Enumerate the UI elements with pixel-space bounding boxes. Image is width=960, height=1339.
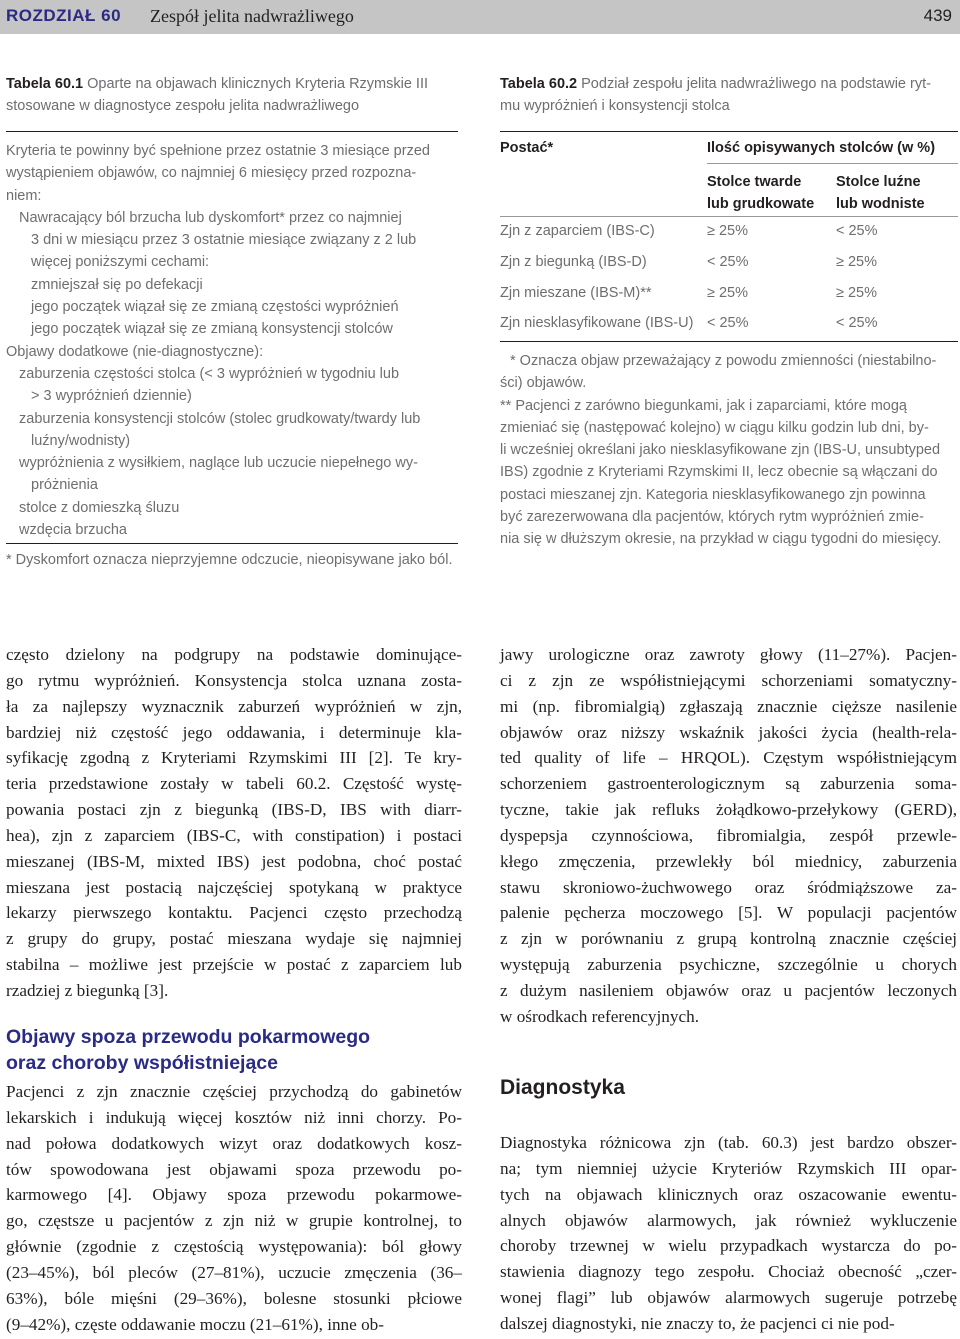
text-line: palenie pęcherza moczowego [5]. W populacji pacjentów <box>500 903 957 923</box>
table2-row-hard: ≥ 25% <box>707 285 749 301</box>
table1-label: Tabela 60.1 <box>6 76 84 92</box>
text-line: ted quality of life – HRQOL). Częstym współistniejącym <box>500 748 957 768</box>
table2-footnote-line: li wcześniej określani jako niesklasyfikowane zjn (IBS-U, unsubtyped <box>500 442 941 459</box>
right-paragraph-1 <box>500 642 957 1030</box>
text-line: w ośrodkach referencyjnych. <box>500 1006 699 1026</box>
text-line: choroby trzewnej w wielu przypadkach wystarcza do po- <box>500 1236 957 1256</box>
text-line: jawy urologiczne oraz zawroty głowy (11–27%). Pacjen- <box>500 645 957 664</box>
text-line: go rytmu wypróżnień. Konsystencja stolca uznana zosta- <box>6 670 462 690</box>
table1-line: 3 dni w miesiącu przez 3 ostatnie miesiące związany z 2 lub <box>31 232 417 249</box>
table2-caption-line: Podział zespołu jelita nadwrażliwego na podstawie ryt- <box>581 76 931 92</box>
section-heading-diagnostics: Diagnostyka <box>500 1076 625 1099</box>
text-line: alnych objawów alarmowych, jak również wykluczenie <box>500 1210 957 1230</box>
table1-top-rule <box>6 131 458 132</box>
left-paragraph-1 <box>6 642 462 1004</box>
table2-footnote-line: ** Pacjenci z zarówno biegunkami, jak i zaparciami, które mogą <box>500 397 907 414</box>
text-line: go, częstsze u pacjentów z zjn niż w grupie kontrolnej, to <box>6 1211 462 1231</box>
text-line: często dzielony na podgrupy na podstawie dominujące- <box>6 645 462 664</box>
table1-line: zaburzenia częstości stolca (< 3 wypróżnień w tygodniu lub <box>19 365 400 382</box>
table1-line: wzdęcia brzucha <box>19 522 127 539</box>
text-line: kłego zmęczenia, przewlekły ból miednicy, zaburzenia <box>500 851 957 871</box>
table2-sub-rule <box>707 163 958 164</box>
table1-line: stolce z domieszką śluzu <box>19 499 180 516</box>
text-line: hea), zjn z zaparciem (IBS-C, with constipation) i postaci <box>6 825 462 845</box>
text-line: mi (np. fibromialgią) zgłaszają znacznie cięższe nasilenie <box>500 696 957 716</box>
table2-row-name: Zjn z biegunką (IBS-D) <box>500 254 647 270</box>
text-line: rzadziej z biegunką [3]. <box>6 980 169 1000</box>
text-line: tych na objawach klinicznych oraz oszacowanie ewentu- <box>500 1184 957 1204</box>
section-heading-extraintestinal <box>6 1024 370 1076</box>
table2-row-name: Zjn niesklasyfikowane (IBS-U) <box>500 315 694 331</box>
table1-line: wypróżnienia z wysiłkiem, naglące lub uczucie niepełnego wy- <box>19 455 418 472</box>
table1-line: luźny/wodnisty) <box>31 432 131 449</box>
table2-bottom-rule <box>500 341 958 342</box>
table2-col-loose <box>836 171 925 215</box>
text-line: syfikację zgodną z Kryteriami Rzymskimi III [2]. Te kry- <box>6 748 462 768</box>
table2-row-name: Zjn z zaparciem (IBS-C) <box>500 223 655 239</box>
table1-line: wystąpieniem objawów, co najmniej 6 miesięcy przed rozpozna- <box>6 165 417 182</box>
text-line: głównie (zgodnie z częstością występowania): ból głowy <box>6 1237 462 1257</box>
text-line: wonej flagi” lub objawów alarmowych sugeruje potrzebę <box>500 1288 957 1308</box>
text-line: mieszanej (IBS-M, mixted IBS) jest podobna, choć postać <box>6 851 462 871</box>
table2-header-rule <box>500 216 958 217</box>
text-line: powania postaci zjn z biegunką (IBS-D, IBS with diarr- <box>6 800 462 820</box>
table2-row-name: Zjn mieszane (IBS-M)** <box>500 285 652 301</box>
table2-col-loose-line: Stolce luźne <box>836 174 921 190</box>
table2-footnote-line: zmieniać się (następować kolejno) w ciągu kilku godzin lub dni, by- <box>500 419 929 436</box>
text-line: stabilna – możliwe jest przejście w postać z zaparciem lub <box>6 955 462 975</box>
table1-line: więcej poniższymi cechami: <box>31 254 210 271</box>
table2-col-hard <box>707 171 814 215</box>
table2-footnote-line: IBS) zgodnie z Kryteriami Rzymskimi II, lecz obecnie są włączani do <box>500 464 938 481</box>
text-line: stawu skroniowo-żuchwowego oraz śródmiąższowe za- <box>500 877 957 897</box>
text-line: lekarzy pierwszego kontaktu. Pacjenci często przechodzą <box>6 903 462 923</box>
table2-footnote-line: być zarezerwowana dla pacjentów, których rytm wypróżnień zmie- <box>500 509 924 526</box>
text-line: z zjn w porównaniu z grupą kontrolną znacznie częściej <box>500 929 957 949</box>
text-line: bardziej niż częstość jego oddawania, i determinuje kla- <box>6 722 462 742</box>
table2-footnotes <box>500 350 960 551</box>
table1-line: jego początek wiązał się ze zmianą konsystencji stolców <box>31 321 393 338</box>
table2-col-loose-line: lub wodniste <box>836 196 925 212</box>
text-line: tów spowodowana jest objawami spoza przewodu po- <box>6 1159 462 1179</box>
table2-footnote-line: ści) objawów. <box>500 375 587 392</box>
text-line: objawów oraz niższy wskaźnik jakości życia (health-rela- <box>500 722 957 742</box>
table1-body <box>6 140 458 541</box>
table1-line: > 3 wypróżnień dziennie) <box>31 388 192 405</box>
text-line: Pacjenci z zjn znacznie częściej przychodzą do gabinetów <box>6 1082 462 1101</box>
text-line: dyspepsja czynnościowa, fibromialgia, zespół przewle- <box>500 825 957 845</box>
table1-caption-line: stosowane w diagnostyce zespołu jelita nadwrażliwego <box>6 98 360 114</box>
text-line: (23–45%), ból pleców (27–81%), uczucie zmęczenia (36– <box>6 1262 462 1282</box>
table1-line: próżnienia <box>31 477 98 494</box>
text-line: stawienia diagnozy tego zespołu. Chociaż obecność „czer- <box>500 1262 957 1282</box>
text-line: z grupy do grupy, postać mieszana wydaje się najmniej <box>6 929 462 949</box>
text-line: tyczne, takie jak refluks żołądkowo-przełykowy (GERD), <box>500 800 957 820</box>
heading-line: oraz choroby współistniejące <box>6 1052 278 1074</box>
table2-caption <box>500 73 960 117</box>
table1-caption-line: Oparte na objawach klinicznych Kryteria Rzymskie III <box>87 76 429 92</box>
table2-col-postac: Postać* <box>500 140 554 156</box>
table2-footnote-line: * Oznacza objaw przeważający z powodu zmienności (niestabilno- <box>510 353 937 369</box>
text-line: występują zaburzenia psychiczne, szczególnie u chorych <box>500 955 957 975</box>
table2-col-hard-line: lub grudkowate <box>707 196 815 212</box>
heading-line: Objawy spoza przewodu pokarmowego <box>6 1026 371 1048</box>
table2-row-hard: < 25% <box>707 315 749 331</box>
right-paragraph-2 <box>500 1130 957 1337</box>
table1-line: Kryteria te powinny być spełnione przez ostatnie 3 miesiące przed <box>6 143 430 159</box>
table1-line: jego początek wiązał się ze zmianą częstości wypróżnień <box>31 299 399 316</box>
table1-line: zaburzenia konsystencji stolców (stolec grudkowaty/twardy lub <box>19 410 421 427</box>
table2-row-loose: ≥ 25% <box>836 285 878 301</box>
table2-top-rule <box>500 131 958 132</box>
table1-caption <box>6 73 461 117</box>
text-line: teria przedstawione zostały w tabeli 60.2. Częstość wystę- <box>6 774 462 794</box>
chapter-label: ROZDZIAŁ 60 <box>6 6 122 25</box>
table1-line: Nawracający ból brzucha lub dyskomfort* przez co najmniej <box>19 209 402 226</box>
text-line: ła za najlepszy wyznacznik zaburzeń wypróżnień w zjn, <box>6 696 462 716</box>
table2-col-hard-line: Stolce twarde <box>707 174 802 190</box>
text-line: nad połowa dodatkowych wizyt oraz dodatkowych kosz- <box>6 1133 462 1153</box>
text-line: Diagnostyka różnicowa zjn (tab. 60.3) jest bardzo obszer- <box>500 1133 957 1152</box>
table2-row-loose: < 25% <box>836 315 878 331</box>
table2-caption-line: mu wypróżnień i konsystencji stolca <box>500 98 730 114</box>
table2-row-loose: ≥ 25% <box>836 254 878 270</box>
left-paragraph-2 <box>6 1079 462 1337</box>
text-line: z dużym nasileniem objawów oraz u pacjentów leczonych <box>500 980 957 1000</box>
running-header <box>0 0 960 34</box>
table1-bottom-rule <box>6 543 458 544</box>
text-line: dalszej diagnostyki, nie znaczy to, że pacjenci ci nie pod- <box>500 1313 895 1333</box>
table2-row-hard: ≥ 25% <box>707 223 749 239</box>
table2-footnote-line: nia się w dłuższym okresie, na przykład w ciągu tygodni do miesięcy. <box>500 531 942 548</box>
text-line: ci z zjn ze współistniejącymi schorzeniami somatyczny- <box>500 670 957 690</box>
text-line: 63%), bóle mięśni (29–36%), bolesne stosunki płciowe <box>6 1288 462 1308</box>
table2-col-ilosc: Ilość opisywanych stolców (w %) <box>707 140 936 156</box>
text-line: mieszana jest postacią najczęściej spotykaną w praktyce <box>6 877 462 897</box>
table1-line: niem: <box>6 187 42 204</box>
text-line: na; tym niemniej użycie Kryteriów Rzymskich III opar- <box>500 1158 957 1178</box>
chapter-title: Zespół jelita nadwrażliwego <box>150 6 354 26</box>
table1-line: Objawy dodatkowe (nie-diagnostyczne): <box>6 343 264 360</box>
text-line: (9–42%), częste oddawanie moczu (21–61%), inne ob- <box>6 1314 384 1334</box>
text-line: karmowego [4]. Objawy spoza przewodu pokarmowe- <box>6 1185 462 1205</box>
table1-line: zmniejszał się po defekacji <box>31 276 203 293</box>
text-line: lekarskich i indukują więcej kosztów niż inni chorzy. Po- <box>6 1107 462 1127</box>
table2-footnote-line: postaci mieszanej zjn. Kategoria niesklasyfikowanego zjn powinna <box>500 486 926 503</box>
page-number: 439 <box>923 6 952 25</box>
table1-footnote: * Dyskomfort oznacza nieprzyjemne odczucie, nieopisywane jako ból. <box>6 552 453 568</box>
text-line: schorzeniem gastroenterologicznym są zaburzenia soma- <box>500 774 957 794</box>
table2-label: Tabela 60.2 <box>500 76 578 92</box>
table2-row-hard: < 25% <box>707 254 749 270</box>
table2-row-loose: < 25% <box>836 223 878 239</box>
